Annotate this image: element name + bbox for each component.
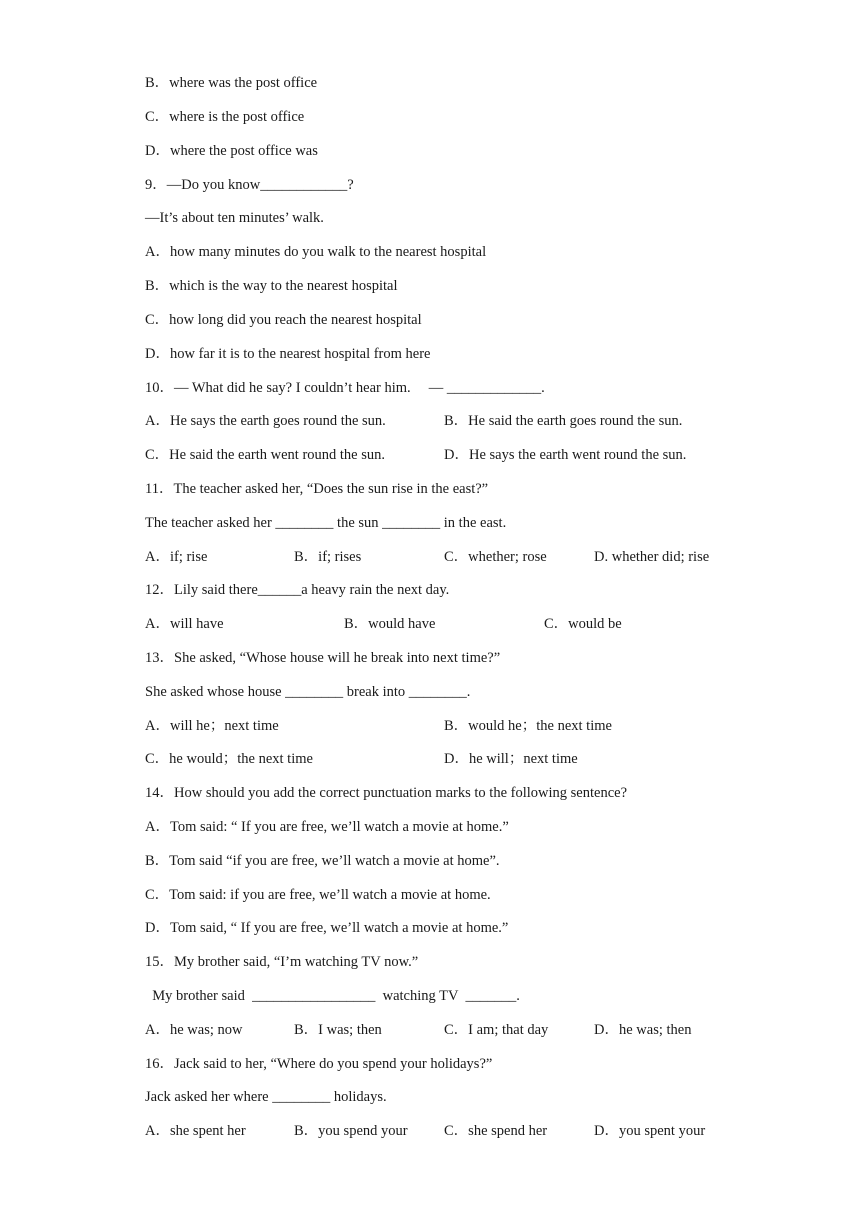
q10-option-c: C．He said the earth went round the sun. [145,447,386,463]
q14-option-b: B．Tom said “if you are free, we’ll watch a movie at home”. [145,853,500,869]
q9-option-d: D．how far it is to the nearest hospital from here [145,346,431,362]
q14-question: 14．How should you add the correct punctuation marks to the following sentence? [145,785,628,801]
q15-option-d: D．he was; then [594,1022,692,1038]
q13-option-d: D．he will；next time [444,751,578,767]
q9-option-a: A．how many minutes do you walk to the nearest hospital [145,244,487,260]
q16-option-d: D．you spent your [594,1123,706,1139]
q14-option-d: D．Tom said, “ If you are free, we’ll watch a movie at home.” [145,920,509,936]
q14-option-a: A．Tom said: “ If you are free, we’ll watch a movie at home.” [145,819,509,835]
q15-option-a: A．he was; now [145,1022,243,1038]
q8-option-c: C．where is the post office [145,109,305,125]
q11-option-c: C．whether; rose [444,549,547,565]
q12-option-b: B．would have [344,616,436,632]
q13-option-c: C．he would；the next time [145,751,313,767]
q12-option-a: A．will have [145,616,224,632]
q12-question: 12．Lily said there______a heavy rain the next day. [145,582,450,598]
q10-question: 10．— What did he say? I couldn’t hear him. — _____________. [145,380,545,396]
q16-option-b: B．you spend your [294,1123,408,1139]
q9-answer: —It’s about ten minutes’ walk. [145,210,324,226]
q9-question: 9．—Do you know____________? [145,177,354,193]
q14-option-c: C．Tom said: if you are free, we’ll watch a movie at home. [145,887,491,903]
q16-option-c: C．she spend her [444,1123,548,1139]
q10-option-d: D．He says the earth went round the sun. [444,447,687,463]
q11-sentence: The teacher asked her ________ the sun ________ in the east. [145,515,507,531]
q8-option-d: D．where the post office was [145,143,318,159]
q11-question: 11．The teacher asked her, “Does the sun rise in the east?” [145,481,489,497]
q10-option-b: B．He said the earth goes round the sun. [444,413,683,429]
q15-option-b: B．I was; then [294,1022,382,1038]
q11-option-b: B．if; rises [294,549,362,565]
q12-option-c: C．would be [544,616,622,632]
q15-option-c: C．I am; that day [444,1022,549,1038]
q13-option-b: B．would he；the next time [444,718,612,734]
q9-option-b: B．which is the way to the nearest hospital [145,278,398,294]
q11-option-d: D. whether did; rise [594,549,710,565]
q11-option-a: A．if; rise [145,549,208,565]
q10-option-a: A．He says the earth goes round the sun. [145,413,386,429]
q16-option-a: A．she spent her [145,1123,246,1139]
q15-question: 15．My brother said, “I’m watching TV now.” [145,954,419,970]
q13-question: 13．She asked, “Whose house will he break into next time?” [145,650,501,666]
q8-option-b: B．where was the post office [145,75,318,91]
q13-option-a: A．will he；next time [145,718,279,734]
q15-sentence: My brother said _________________ watching TV _______. [145,988,520,1004]
q16-question: 16．Jack said to her, “Where do you spend your holidays?” [145,1056,493,1072]
q13-sentence: She asked whose house ________ break into ________. [145,684,471,700]
q9-option-c: C．how long did you reach the nearest hospital [145,312,422,328]
q16-sentence: Jack asked her where ________ holidays. [145,1089,387,1105]
